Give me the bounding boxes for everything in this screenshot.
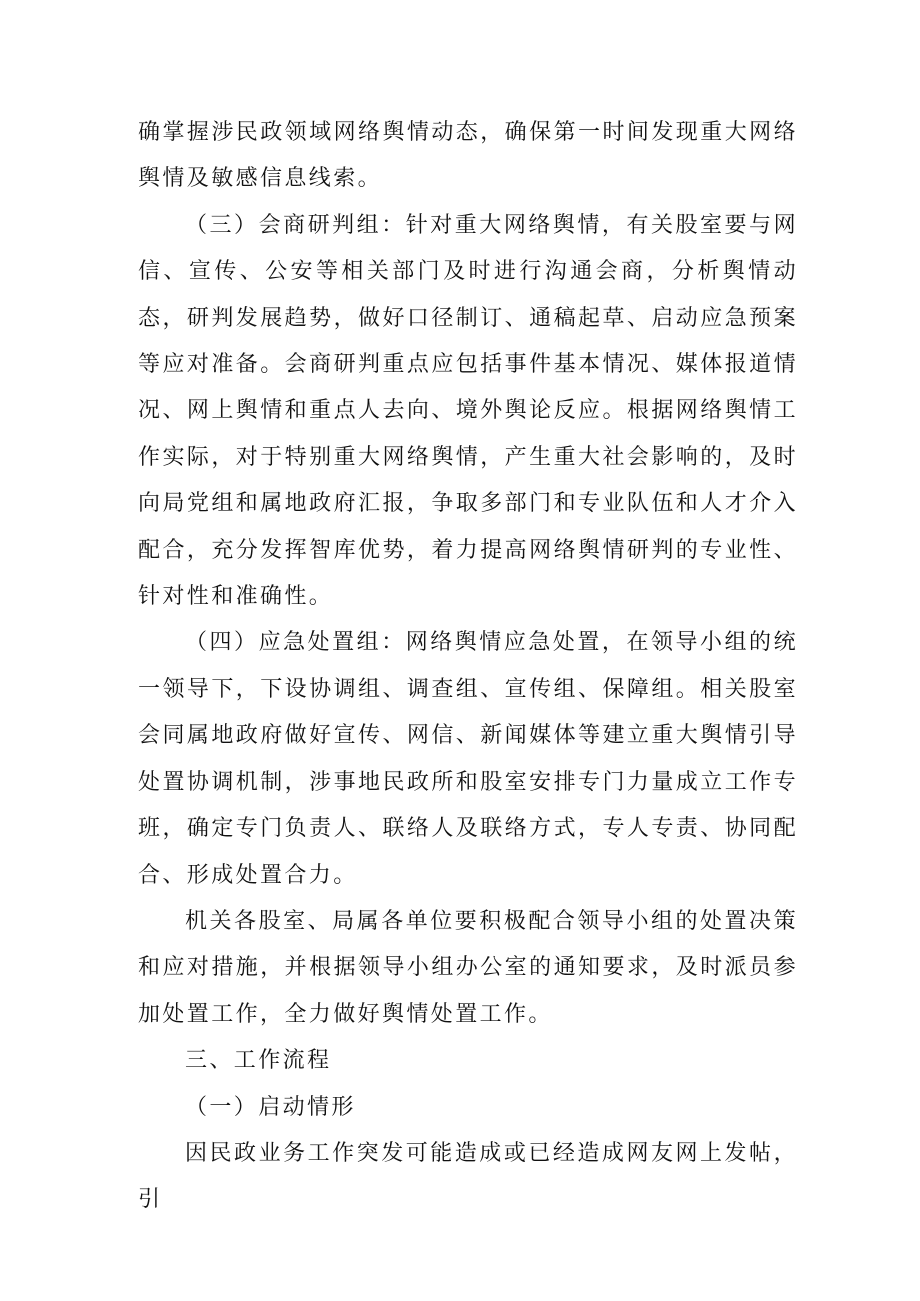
- paragraph-continuation: 确掌握涉民政领域网络舆情动态，确保第一时间发现重大网络舆情及敏感信息线索。: [138, 120, 798, 192]
- paragraph-consultation-group: （三）会商研判组：针对重大网络舆情，有关股室要与网信、宣传、公安等相关部门及时进行沟通会商，分析舆情动态，研判发展趋势，做好口径制订、通稿起草、启动应急预案等应对准备。会商研判重点应包括事件基本情况、媒体报道情况、网上舆情和重点人去向、境外舆论反应。根据网络舆情工作实际，对于特别重大网络舆情，产生重大社会影响的，及时向局党组和属地政府汇报，争取多部门和专业队伍和人才介入配合，充分发挥智库优势，着力提高网络舆情研判的专业性、针对性和准确性。: [138, 212, 798, 610]
- paragraph-emergency-group: （四）应急处置组：网络舆情应急处置，在领导小组的统一领导下，下设协调组、调查组、宣传组、保障组。相关股室会同属地政府做好宣传、网信、新闻媒体等建立重大舆情引导处置协调机制，涉事地民政所和股室安排专门力量成立工作专班，确定专门负责人、联络人及联络方式，专人专责、协同配合、形成处置合力。: [138, 630, 798, 888]
- section-heading: 三、工作流程: [185, 1048, 332, 1074]
- paragraph-trigger-start: 因民政业务工作突发可能造成或已经造成网友网上发帖，引: [138, 1140, 798, 1213]
- subsection-heading: （一）启动情形: [185, 1094, 356, 1120]
- paragraph-departments-cooperation: 机关各股室、局属各单位要积极配合领导小组的处置决策和应对措施，并根据领导小组办公室的通知要求，及时派员参加处置工作，全力做好舆情处置工作。: [138, 908, 798, 1027]
- document-body: [138, 110, 798, 1224]
